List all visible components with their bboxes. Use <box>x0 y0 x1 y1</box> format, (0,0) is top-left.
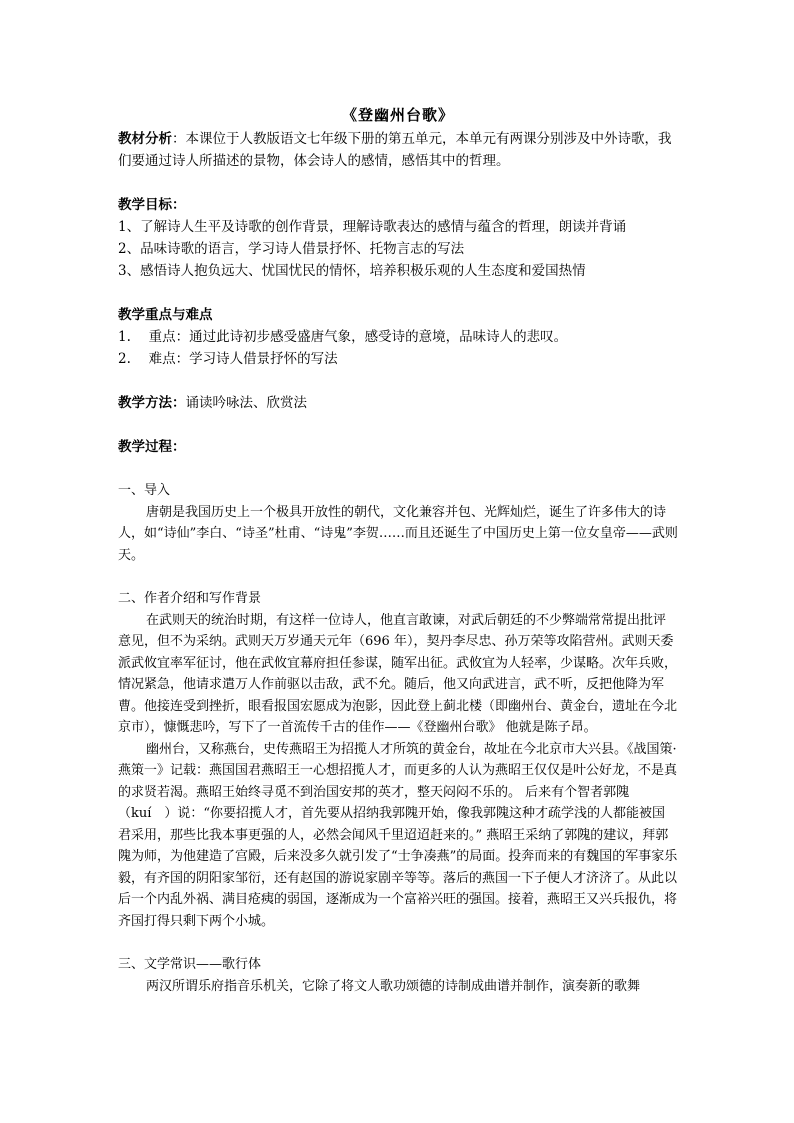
literature-heading: 三、文学常识——歌行体 <box>118 957 262 972</box>
intro-heading: 一、导入 <box>118 483 171 498</box>
analysis-paragraph <box>118 128 678 172</box>
methods-label: 教学方法： <box>118 395 186 411</box>
intro-paragraph: 唐朝是我国历史上一个极具开放性的朝代，文化兼容并包、光辉灿烂，诞生了许多伟大的诗人，如“诗仙”李白、“诗圣”杜甫、“诗鬼”李贺……而且还诞生了中国历史上第一位女皇帝——武则天。 <box>118 504 678 563</box>
literature-paragraph: 两汉所谓乐府指音乐机关，它除了将文人歌功颂德的诗制成曲谱并制作，演奏新的歌舞 <box>146 978 641 994</box>
author-paragraph-1: 在武则天的统治时期，有这样一位诗人，他直言敢谏，对武后朝廷的不少弊端常常提出批评意见，但不为采纳。武则天万岁通天元年（696 年），契丹李尽忠、孙万荣等攻陷营州。武则天委派武攸宜率军征讨，他在武攸宜幕府担任参谋，随军出征。武攸宜为人轻率，少谋略。次年兵败，情况紧急，他请求遣万人作前驱以击敌，武不允。随后，他又向武进言，武不听，反把他降为军曹。他接连受到挫折，眼看报国宏愿成为泡影，因此登上蓟北楼（即幽州台、黄金台，遗址在今北京市），慷慨悲吟，写下了一首流传千古的佳作——《登幽州台歌》 他就是陈子昂。 <box>118 612 678 735</box>
goal-item-1: 1、了解诗人生平及诗歌的创作背景，理解诗歌表达的感情与蕴含的哲理，朗读并背诵 <box>118 219 627 235</box>
author-heading: 二、作者介绍和写作背景 <box>118 591 262 606</box>
process-heading: 教学过程： <box>118 439 186 455</box>
goal-item-2: 2、品味诗歌的语言，学习诗人借景抒怀、托物言志的写法 <box>118 241 465 257</box>
methods-paragraph <box>118 392 678 414</box>
methods-text: 诵读吟咏法、欣赏法 <box>185 395 307 411</box>
document-page <box>118 102 678 997</box>
analysis-label: 教材分析 <box>118 131 172 147</box>
author-paragraph-2: 幽州台，又称燕台，史传燕昭王为招揽人才所筑的黄金台，故址在今北京市大兴县。《战国策·燕策一》记载：燕国国君燕昭王一心想招揽人才，而更多的人认为燕昭王仅仅是叶公好龙，不是真的求贤若渴。燕昭王始终寻觅不到治国安邦的英才，整天闷闷不乐的。 后来有个智者郭隗（kuí ）说：“你要招揽人才，首先要从招纳我郭隗开始，像我郭隗这种才疏学浅的人都能被国君采用，那些比我本事更强的人，必然会闻风千里迢迢赶来的。” 燕昭王采纳了郭隗的建议，拜郭隗为师，为他建造了宫殿，后来没多久就引发了“士争凑燕”的局面。投奔而来的有魏国的军事家乐毅，有齐国的阴阳家邹衍，还有赵国的游说家剧辛等等。落后的燕国一下子便人才济济了。从此以后一个内乱外祸、满目疮痍的弱国，逐渐成为一个富裕兴旺的强国。接着，燕昭王又兴兵报仇，将齐国打得只剩下两个小城。 <box>118 741 678 929</box>
key-point-1: 1. 重点：通过此诗初步感受盛唐气象，感受诗的意境，品味诗人的悲叹。 <box>118 329 568 345</box>
key-point-2: 2. 难点：学习诗人借景抒怀的写法 <box>118 351 338 367</box>
document-title: 《登幽州台歌》 <box>341 106 454 124</box>
goals-heading: 教学目标： <box>118 197 186 213</box>
analysis-text: ：本课位于人教版语文七年级下册的第五单元，本单元有两课分别涉及中外诗歌，我们要通过诗人所描述的景物，体会诗人的感情，感悟其中的哲理。 <box>118 131 672 169</box>
goal-item-3: 3、感悟诗人抱负远大、忧国忧民的情怀，培养积极乐观的人生态度和爱国热情 <box>118 263 586 279</box>
key-points-heading: 教学重点与难点 <box>118 307 213 323</box>
